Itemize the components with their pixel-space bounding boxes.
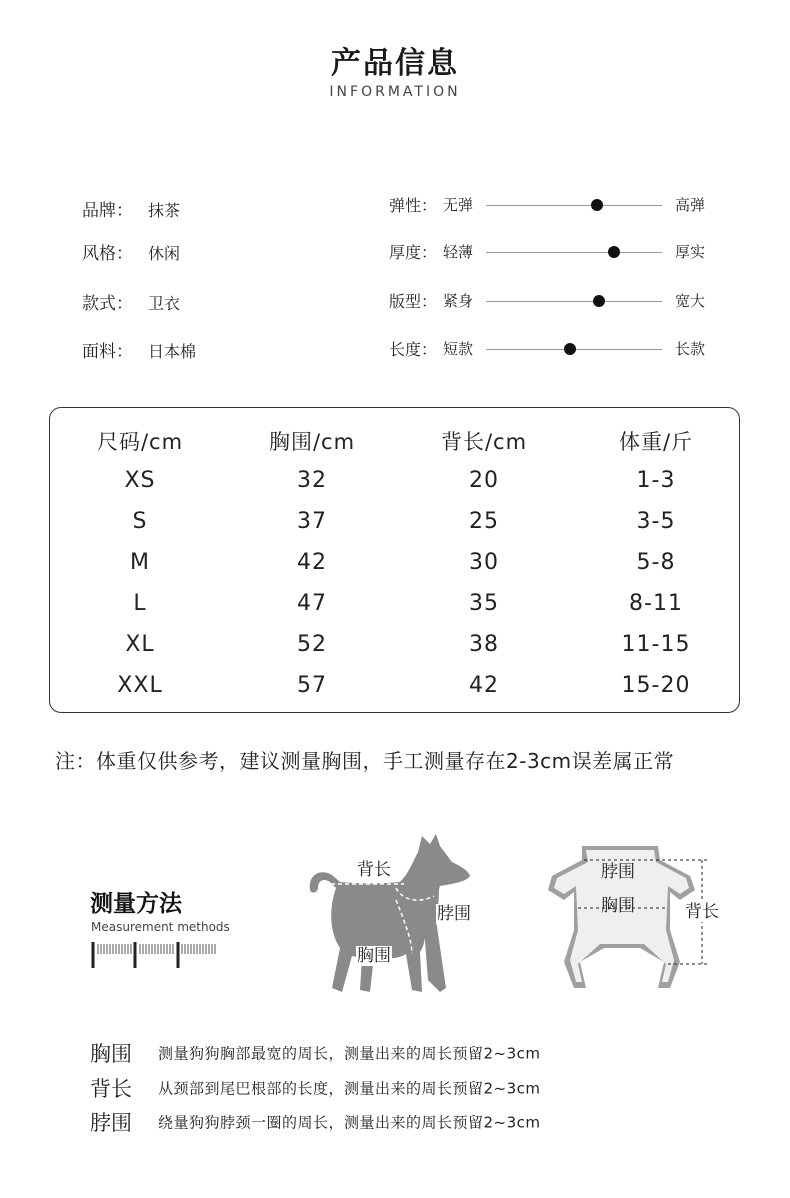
cloth-chest-label: 胸围 <box>601 896 635 916</box>
table-cell: XS <box>124 468 156 493</box>
cloth-diagram <box>540 838 730 998</box>
attr-key: 面料： <box>82 342 133 362</box>
table-cell: XL <box>125 632 155 657</box>
table-cell: 1-3 <box>636 468 676 493</box>
table-header: 胸围/cm <box>268 430 356 454</box>
dog-chest-label: 胸围 <box>357 946 391 966</box>
scale-key: 厚度： <box>389 243 438 262</box>
measure-subtitle: Measurement methods <box>91 920 230 934</box>
ruler-icon <box>90 942 218 970</box>
scale-thickness <box>389 240 719 264</box>
attr-key: 款式： <box>82 294 133 314</box>
table-header: 背长/cm <box>440 430 528 454</box>
table-cell: 52 <box>297 632 327 657</box>
table-cell: 3-5 <box>636 509 676 534</box>
table-cell: 42 <box>469 673 499 698</box>
table-cell: 5-8 <box>636 550 676 575</box>
table-cell: XXL <box>117 673 163 698</box>
table-cell: 8-11 <box>629 591 683 616</box>
scale-high-label: 宽大 <box>675 292 706 310</box>
size-table <box>49 407 740 713</box>
dog-back-label: 背长 <box>357 860 391 880</box>
attr-key: 品牌： <box>82 201 133 221</box>
scale-key: 长度： <box>389 340 438 359</box>
def-term: 胸围 <box>90 1042 132 1066</box>
attr-type <box>82 289 180 314</box>
scale-low-label: 短款 <box>443 340 474 358</box>
table-cell: 57 <box>297 673 327 698</box>
def-term: 背长 <box>90 1077 132 1101</box>
table-cell: 35 <box>469 591 499 616</box>
table-cell: 30 <box>469 550 499 575</box>
attr-value: 卫衣 <box>148 294 181 313</box>
attr-brand <box>82 196 180 221</box>
dog-neck-label: 脖围 <box>437 904 471 924</box>
scale-marker <box>591 199 603 211</box>
table-cell: L <box>133 591 147 616</box>
scale-marker <box>608 246 620 258</box>
measure-title: 测量方法 <box>90 891 182 917</box>
def-back <box>90 1073 541 1103</box>
def-desc: 绕量狗狗脖颈一圈的周长，测量出来的周长预留2~3cm <box>158 1113 541 1132</box>
scale-track <box>486 301 662 302</box>
table-cell: 37 <box>297 509 327 534</box>
scale-low-label: 轻薄 <box>443 243 474 261</box>
scale-high-label: 厚实 <box>675 243 706 261</box>
table-cell: 38 <box>469 632 499 657</box>
scale-key: 版型： <box>389 292 438 311</box>
scale-fit <box>389 289 719 313</box>
cloth-neck-label: 脖围 <box>601 862 635 882</box>
cloth-back-label: 背长 <box>685 902 719 922</box>
scale-high-label: 长款 <box>675 340 706 358</box>
table-cell: M <box>130 550 150 575</box>
scale-marker <box>593 295 605 307</box>
dog-diagram <box>300 830 480 1000</box>
table-cell: 47 <box>297 591 327 616</box>
attr-style <box>82 239 180 264</box>
scale-marker <box>564 343 576 355</box>
attr-value: 休闲 <box>148 244 181 263</box>
table-cell: 25 <box>469 509 499 534</box>
attr-key: 风格： <box>82 244 133 264</box>
def-chest <box>90 1038 541 1068</box>
table-cell: 20 <box>469 468 499 493</box>
def-neck <box>90 1107 541 1137</box>
scale-high-label: 高弹 <box>675 196 706 214</box>
table-cell: 42 <box>297 550 327 575</box>
page-subtitle: INFORMATION <box>329 84 461 100</box>
table-cell: 32 <box>297 468 327 493</box>
scale-low-label: 紧身 <box>443 292 474 310</box>
attr-value: 日本棉 <box>148 342 197 361</box>
def-desc: 测量狗狗胸部最宽的周长，测量出来的周长预留2~3cm <box>158 1044 541 1063</box>
table-cell: 11-15 <box>621 632 691 657</box>
def-term: 脖围 <box>90 1111 132 1135</box>
attr-value: 抹茶 <box>148 201 181 220</box>
scale-length <box>389 337 719 361</box>
page-title: 产品信息 <box>331 46 459 81</box>
scale-track <box>486 205 662 206</box>
table-header: 尺码/cm <box>96 430 184 454</box>
scale-elasticity <box>389 193 719 217</box>
scale-track <box>486 252 662 253</box>
scale-key: 弹性： <box>389 196 438 215</box>
def-desc: 从颈部到尾巴根部的长度，测量出来的周长预留2~3cm <box>158 1079 541 1098</box>
table-cell: 15-20 <box>621 673 691 698</box>
table-cell: S <box>132 509 148 534</box>
attr-fabric <box>82 337 196 362</box>
size-note: 注：体重仅供参考，建议测量胸围，手工测量存在2-3cm误差属正常 <box>55 749 675 773</box>
scale-low-label: 无弹 <box>443 196 474 214</box>
table-header: 体重/斤 <box>618 430 694 454</box>
